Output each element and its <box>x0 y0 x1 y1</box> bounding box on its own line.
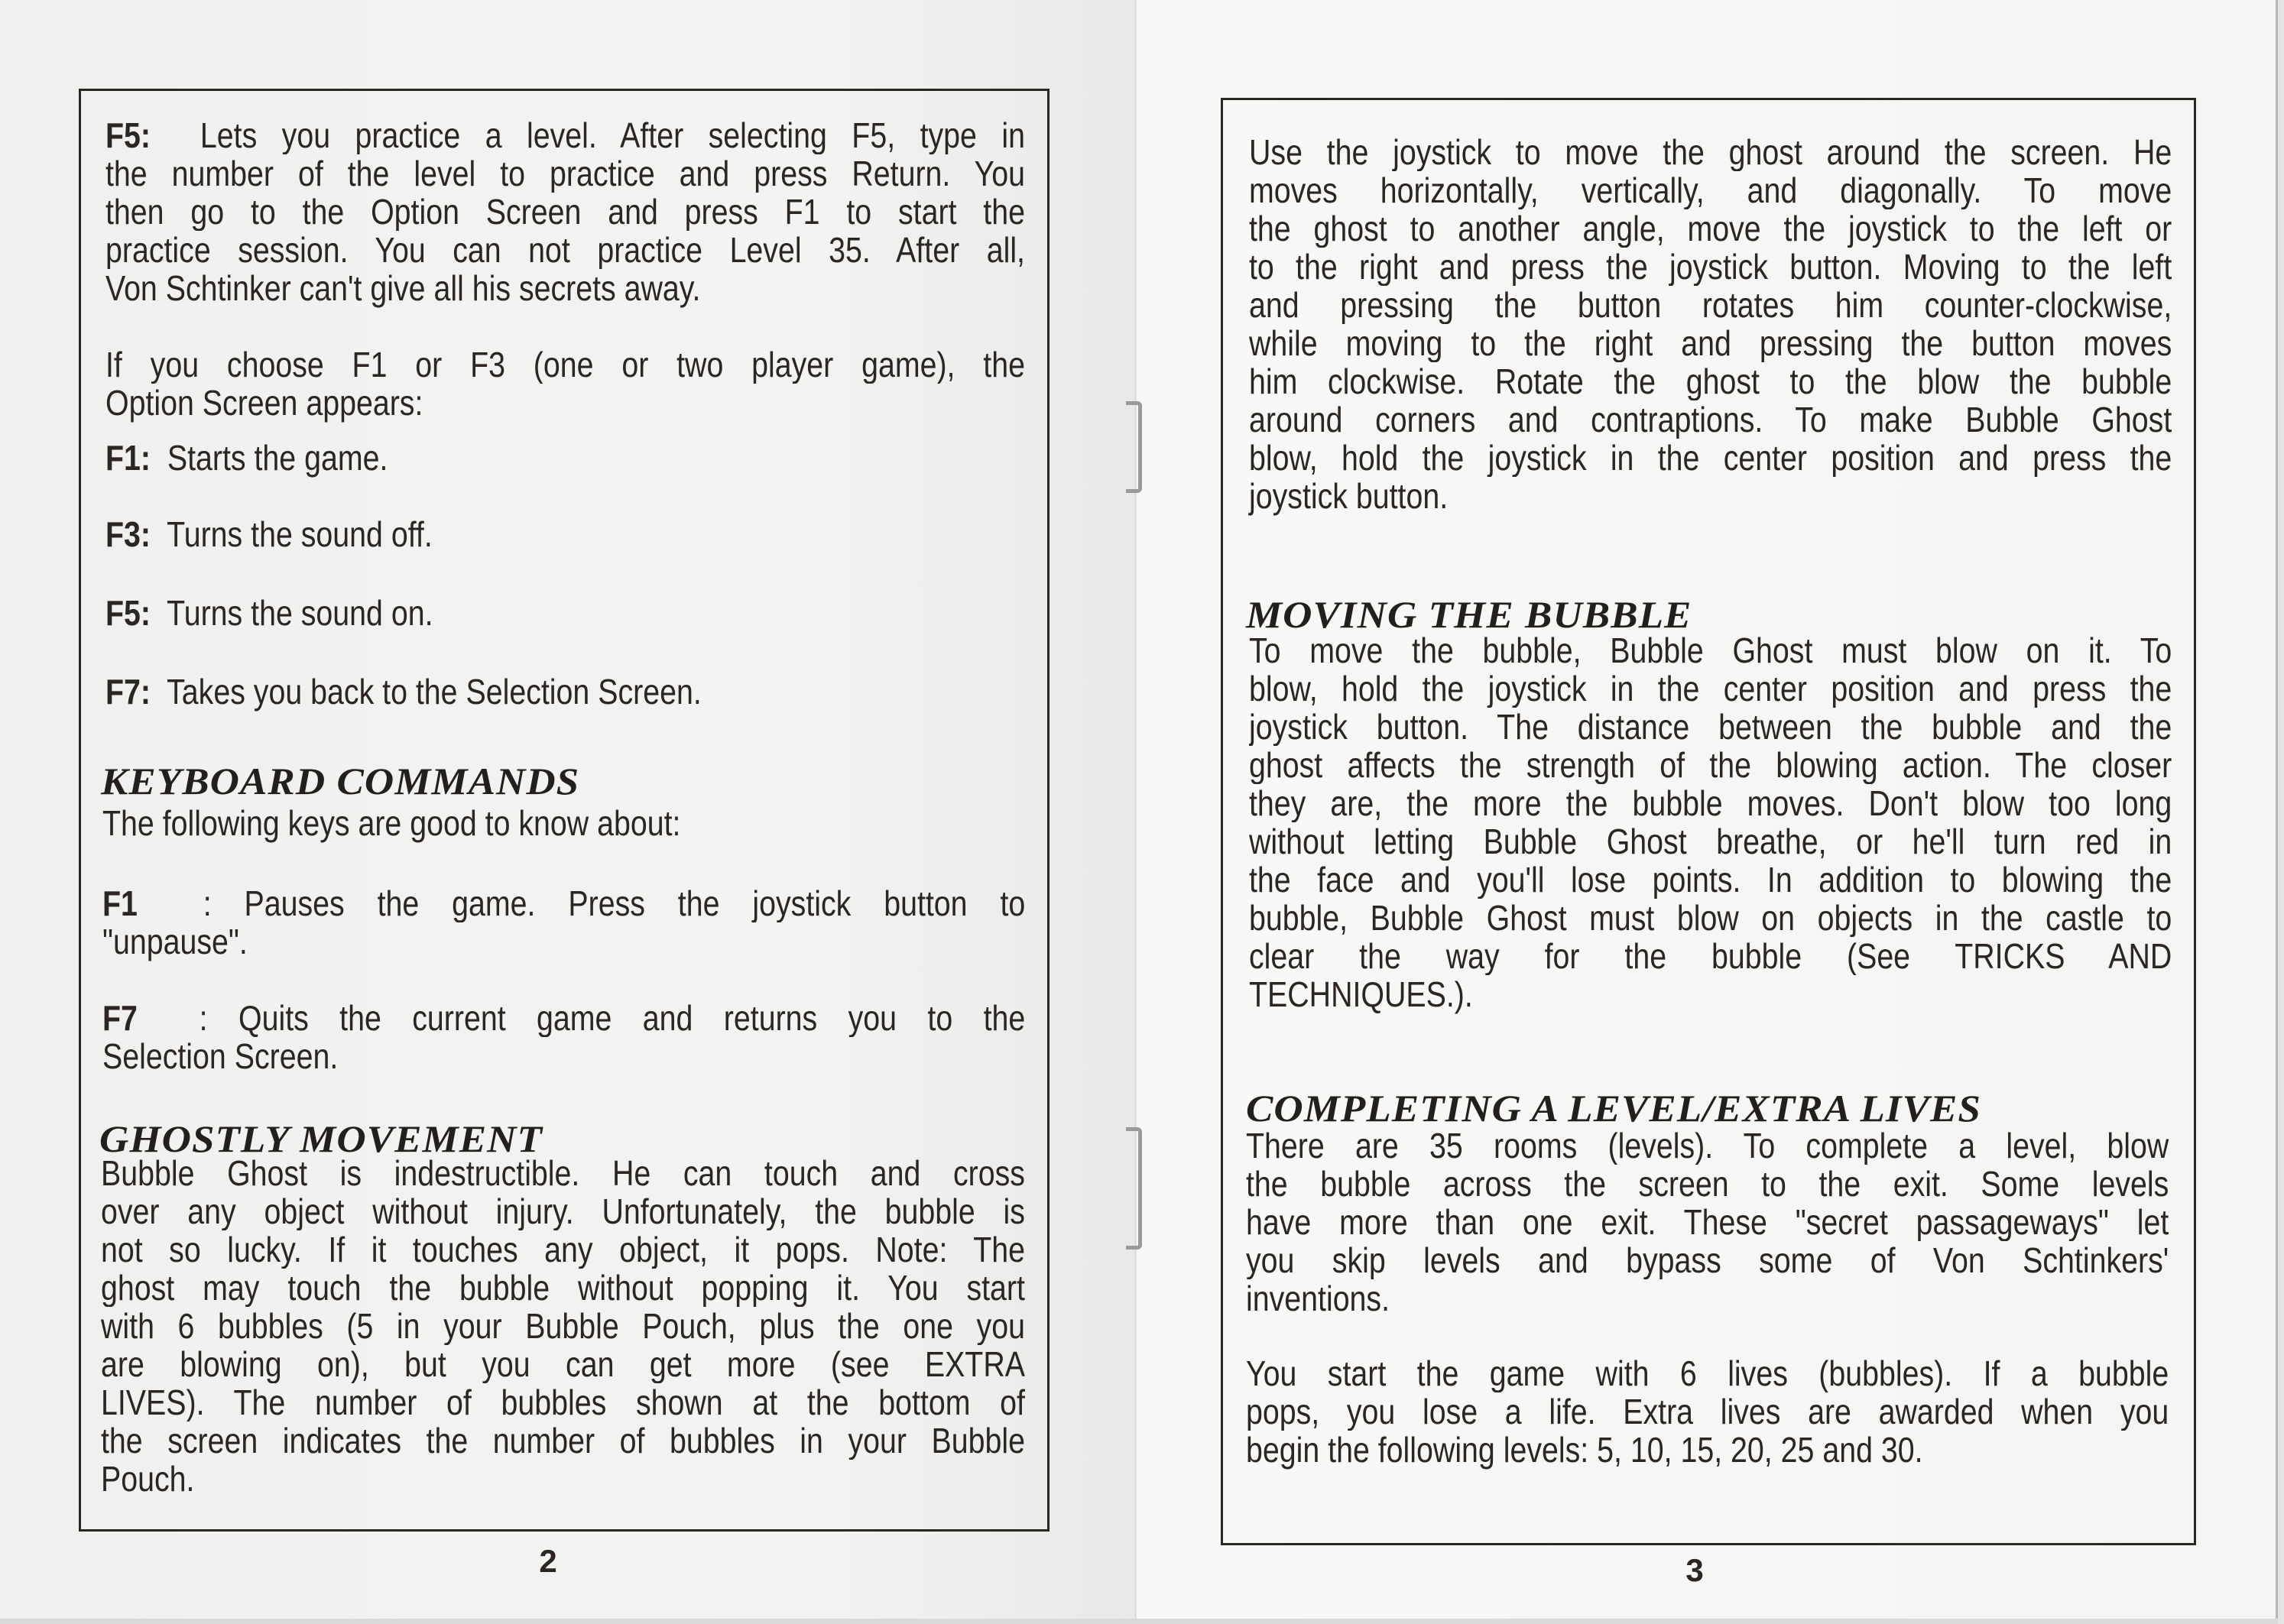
function-key-label: F5: <box>105 116 151 154</box>
joystick-intro-line <box>1249 362 2172 400</box>
line-text: "unpause". <box>102 922 248 961</box>
line-text: : Quits the current game and returns you to the <box>199 999 1026 1037</box>
line-text: Use the joystick to move the ghost around the screen. He <box>1249 133 2172 171</box>
line-text: You start the game with 6 lives (bubbles). If a bubble <box>1246 1354 2169 1392</box>
line-text: you skip levels and bypass some of Von Schtinkers' <box>1246 1241 2169 1279</box>
ghostly-movement-line <box>101 1154 1025 1192</box>
staple-top <box>1126 401 1142 493</box>
page-number-right: 3 <box>1685 1552 1704 1588</box>
line-text: ghost affects the strength of the blowing action. The closer <box>1249 746 2172 784</box>
f5-practice-line <box>105 231 1025 269</box>
line-text: the ghost to another angle, move the joystick to the left or <box>1249 209 2172 248</box>
completing-level-line <box>1246 1279 2169 1318</box>
completing-level-line <box>1246 1165 2169 1203</box>
keyboard-commands-heading: KEYBOARD COMMANDS <box>101 760 580 802</box>
line-text: have more than one exit. These "secret passageways" let <box>1246 1203 2169 1241</box>
line-text: TECHNIQUES.). <box>1249 974 1473 1014</box>
joystick-intro-line <box>1249 171 2172 209</box>
function-key-label: F3: <box>105 514 151 554</box>
line-text: Option Screen appears: <box>105 383 423 423</box>
option-item <box>105 515 1025 553</box>
line-text: and pressing the button rotates him counter-clockwise, <box>1249 286 2172 324</box>
joystick-intro-line <box>1249 400 2172 439</box>
f5-practice-line <box>105 269 1025 307</box>
line-text: Bubble Ghost is indestructible. He can touch and cross <box>101 1154 1025 1192</box>
f5-practice-line <box>105 193 1025 231</box>
line-text: then go to the Option Screen and press F1 to start the <box>105 193 1025 231</box>
line-text: begin the following levels: 5, 10, 15, 20, 25 and 30. <box>1246 1430 1923 1470</box>
option-item <box>105 439 1025 477</box>
line-text: To move the bubble, Bubble Ghost must blow on it. To <box>1249 631 2172 669</box>
line-text: they are, the more the bubble moves. Don't blow too long <box>1249 784 2172 822</box>
option-intro-line <box>105 384 1025 422</box>
line-text: clear the way for the bubble (See TRICKS AND <box>1249 937 2172 975</box>
line-text: : Pauses the game. Press the joystick button to <box>203 884 1026 922</box>
line-text: him clockwise. Rotate the ghost to the blow the bubble <box>1249 362 2172 400</box>
f7-command-line <box>102 999 1025 1037</box>
ghostly-movement-line <box>101 1460 1025 1498</box>
line-text: the face and you'll lose points. In addition to blowing the <box>1249 861 2172 899</box>
line-text: joystick button. <box>1249 476 1449 516</box>
line-text: blow, hold the joystick in the center position and press the <box>1249 669 2172 708</box>
ghostly-movement-line <box>101 1383 1025 1421</box>
f1-command-line <box>102 922 1025 961</box>
moving-bubble-line <box>1249 669 2172 708</box>
moving-bubble-line <box>1249 708 2172 746</box>
line-text: pops, you lose a life. Extra lives are awarded when you <box>1246 1392 2169 1431</box>
line-text: to the right and press the joystick button. Moving to the left <box>1249 248 2172 286</box>
line-text: the screen indicates the number of bubbles in your Bubble <box>101 1421 1025 1460</box>
line-text: the bubble across the screen to the exit. Some levels <box>1246 1165 2169 1203</box>
completing-level-line <box>1246 1126 2169 1165</box>
line-text: ghost may touch the bubble without popping it. You start <box>101 1269 1025 1307</box>
function-key-label: F7 <box>102 999 138 1037</box>
joystick-intro-line <box>1249 209 2172 248</box>
moving-bubble-line <box>1249 822 2172 861</box>
ghostly-movement-line <box>101 1269 1025 1307</box>
function-key-label: F7: <box>105 672 151 712</box>
option-item <box>105 594 1025 632</box>
booklet-spine <box>1134 0 1137 1619</box>
keyboard-intro <box>102 804 1022 842</box>
extra-lives-line <box>1246 1392 2169 1431</box>
ghostly-movement-line <box>101 1307 1025 1345</box>
line-text: Takes you back to the Selection Screen. <box>167 672 702 712</box>
line-text: joystick button. The distance between the bubble and the <box>1249 708 2172 746</box>
line-text: with 6 bubbles (5 in your Bubble Pouch, plus the one you <box>101 1307 1025 1345</box>
line-text: Pouch. <box>101 1459 195 1499</box>
line-text: There are 35 rooms (levels). To complete a level, blow <box>1246 1126 2169 1165</box>
line-text: LIVES). The number of bubbles shown at the bottom of <box>101 1383 1025 1421</box>
joystick-intro-line <box>1249 248 2172 286</box>
line-text: inventions. <box>1246 1279 1390 1318</box>
ghostly-movement-line <box>101 1421 1025 1460</box>
function-key-label: F1: <box>105 438 151 478</box>
page-number-left: 2 <box>539 1543 557 1579</box>
completing-level-line <box>1246 1241 2169 1279</box>
line-text: moves horizontally, vertically, and diagonally. To move <box>1249 171 2172 209</box>
staple-bottom <box>1126 1127 1142 1250</box>
joystick-intro-line <box>1249 133 2172 171</box>
line-text: practice session. You can not practice Level 35. After all, <box>105 231 1025 269</box>
line-text: bubble, Bubble Ghost must blow on objects in the castle to <box>1249 899 2172 937</box>
option-item <box>105 673 1025 711</box>
moving-bubble-line <box>1249 899 2172 937</box>
moving-the-bubble-heading: MOVING THE BUBBLE <box>1246 593 1692 636</box>
f1-command-line <box>102 884 1025 922</box>
line-text: over any object without injury. Unfortunately, the bubble is <box>101 1192 1025 1230</box>
moving-bubble-line <box>1249 861 2172 899</box>
line-text: Turns the sound off. <box>167 514 433 554</box>
moving-bubble-line <box>1249 784 2172 822</box>
completing-level-line <box>1246 1203 2169 1241</box>
function-key-label: F5: <box>105 593 151 633</box>
ghostly-movement-line <box>101 1230 1025 1269</box>
ghostly-movement-line <box>101 1192 1025 1230</box>
ghostly-movement-line <box>101 1345 1025 1383</box>
ghostly-movement-heading: GHOSTLY MOVEMENT <box>99 1117 543 1160</box>
joystick-intro-line <box>1249 324 2172 362</box>
line-text: Selection Screen. <box>102 1036 339 1076</box>
line-text: not so lucky. If it touches any object, it pops. Note: The <box>101 1230 1025 1269</box>
line-text: around corners and contraptions. To make Bubble Ghost <box>1249 400 2172 439</box>
joystick-intro-line <box>1249 477 2172 515</box>
scan-edge-bottom <box>0 1619 2284 1624</box>
moving-bubble-line <box>1249 746 2172 784</box>
moving-bubble-line <box>1249 631 2172 669</box>
line-text: The following keys are good to know about: <box>102 803 681 843</box>
line-text: Turns the sound on. <box>167 593 433 633</box>
f5-practice-line <box>105 116 1025 154</box>
scan-edge-right <box>2278 0 2284 1624</box>
completing-level-heading: COMPLETING A LEVEL/EXTRA LIVES <box>1246 1087 1981 1130</box>
f5-practice-line <box>105 154 1025 193</box>
joystick-intro-line <box>1249 439 2172 477</box>
function-key-label: F1 <box>102 884 138 922</box>
moving-bubble-line <box>1249 937 2172 975</box>
moving-bubble-line <box>1249 975 2172 1013</box>
line-text: without letting Bubble Ghost breathe, or he'll turn red in <box>1249 822 2172 861</box>
line-text: the number of the level to practice and press Return. You <box>105 154 1025 193</box>
line-text: If you choose F1 or F3 (one or two player game), the <box>105 345 1025 384</box>
line-text: Von Schtinker can't give all his secrets away. <box>105 268 701 308</box>
line-text: blow, hold the joystick in the center position and press the <box>1249 439 2172 477</box>
line-text: Lets you practice a level. After selecting F5, type in <box>200 116 1025 154</box>
line-text: while moving to the right and pressing the button moves <box>1249 324 2172 362</box>
line-text: are blowing on), but you can get more (see EXTRA <box>101 1345 1025 1383</box>
line-text: Starts the game. <box>167 438 388 478</box>
joystick-intro-line <box>1249 286 2172 324</box>
extra-lives-line <box>1246 1431 2169 1469</box>
option-intro-line <box>105 345 1025 384</box>
extra-lives-line <box>1246 1354 2169 1392</box>
f7-command-line <box>102 1037 1025 1075</box>
